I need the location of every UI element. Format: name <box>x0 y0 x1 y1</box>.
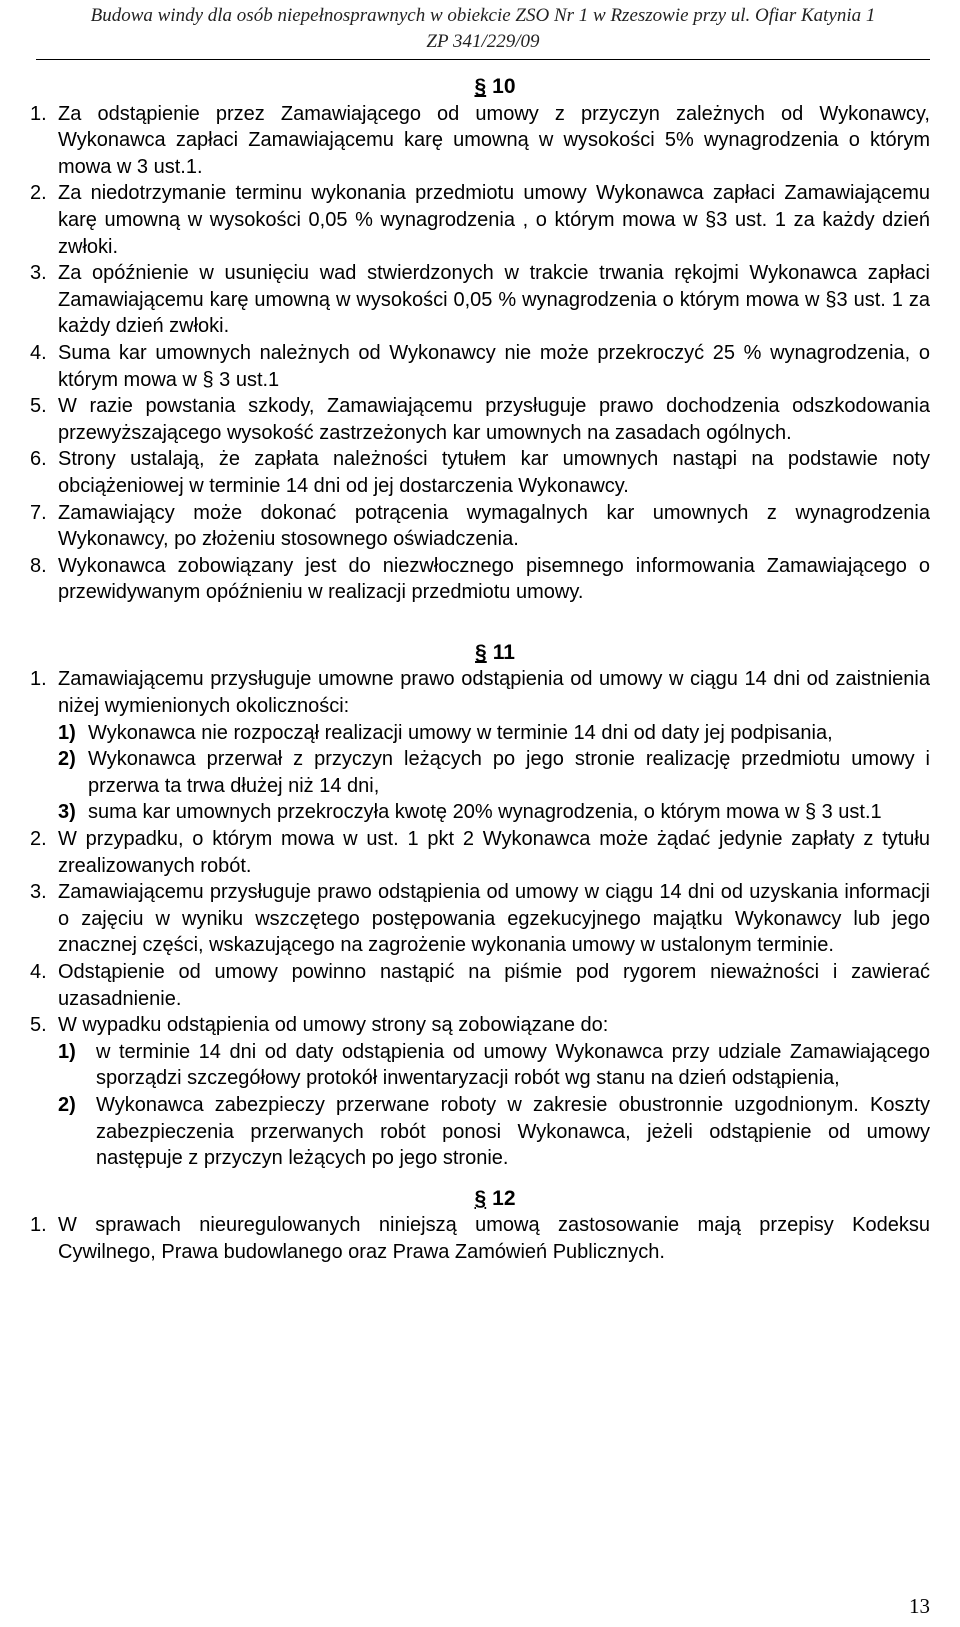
sub-item-number: 1) <box>58 721 76 744</box>
item-number: 6. <box>30 448 47 471</box>
sub-item <box>30 1039 930 1092</box>
item-number: 3. <box>30 881 47 904</box>
item-number: 1. <box>30 668 47 691</box>
sub-item-number: 1) <box>58 1040 76 1063</box>
item-text: Zamawiającemu przysługuje umowne prawo odstąpienia od umowy w ciągu 14 dni od zaistnienia niżej wymienionych okoliczności: <box>58 668 930 718</box>
list-item <box>30 393 930 446</box>
sub-item-text: Wykonawca zabezpieczy przerwane roboty w zakresie obustronnie uzgodnionym. Koszty zabezpieczenia przerwanych robót ponosi Wykonawca, jeżeli odstąpienie od umowy następuje z przyczyn leżących po jego stronie. <box>96 1093 930 1170</box>
header-reference: ZP 341/229/09 <box>426 31 540 52</box>
sub-item-text: Wykonawca przerwał z przyczyn leżących po jego stronie realizację przedmiotu umowy i przerwa ta trwa dłużej niż 14 dni, <box>88 748 930 797</box>
list-item <box>30 1012 930 1039</box>
section-symbol: § <box>474 75 487 98</box>
item-number: 5. <box>30 395 47 418</box>
section-number: 10 <box>492 75 516 98</box>
list-item <box>30 180 930 260</box>
item-text: Zamawiającemu przysługuje prawo odstąpienia od umowy w ciągu 14 dni od uzyskania informacji o zajęciu w wyniku wszczętego postępowania egzekucyjnego majątku Wykonawcy lub jego znacznej części, wskazującego na zagrożenie wykonania umowy w ustalonym terminie. <box>58 881 930 957</box>
item-text: Odstąpienie od umowy powinno nastąpić na piśmie pod rygorem nieważności i zawierać uzasadnienie. <box>58 961 930 1010</box>
list-item <box>30 500 930 553</box>
list-item <box>30 879 930 959</box>
section-heading-11 <box>30 640 930 667</box>
list-item <box>30 826 930 879</box>
sub-item-text: suma kar umownych przekroczyła kwotę 20% wynagrodzenia, o którym mowa w § 3 ust.1 <box>88 801 882 824</box>
item-number: 2. <box>30 182 47 205</box>
section-heading-10 <box>30 74 930 101</box>
list-item <box>30 446 930 499</box>
list-item <box>30 1212 930 1265</box>
item-text: Zamawiający może dokonać potrącenia wymagalnych kar umownych z wynagrodzenia Wykonawcy, po złożeniu stosownego oświadczenia. <box>58 501 930 551</box>
sub-item <box>30 720 930 747</box>
item-text: Strony ustalają, że zapłata należności tytułem kar umownych nastąpi na podstawie noty obciążeniowej w terminie 14 dni od jej dostarczenia Wykonawcy. <box>58 448 930 497</box>
list-item <box>30 101 930 181</box>
sub-item <box>30 799 930 826</box>
item-text: W razie powstania szkody, Zamawiającemu przysługuje prawo dochodzenia odszkodowania przewyższającego wysokość zastrzeżonych kar umownych na zasadach ogólnych. <box>58 395 930 444</box>
item-number: 8. <box>30 554 47 577</box>
document-body <box>0 74 960 1266</box>
header-title: Budowa windy dla osób niepełnosprawnych w obiekcie ZSO Nr 1 w Rzeszowie przy ul. Ofiar Katynia 1 <box>90 5 876 26</box>
item-text: W sprawach nieuregulowanych niniejszą umową zastosowanie mają przepisy Kodeksu Cywilnego, Prawa budowlanego oraz Prawa Zamówień Publicznych. <box>58 1214 930 1263</box>
item-number: 2. <box>30 828 47 851</box>
item-number: 7. <box>30 501 47 524</box>
sub-item-number: 2) <box>58 1093 76 1116</box>
item-number: 1. <box>30 1214 47 1237</box>
section-symbol: § <box>474 1186 487 1210</box>
item-number: 4. <box>30 961 47 983</box>
list-item <box>30 553 930 606</box>
item-text: W przypadku, o którym mowa w ust. 1 pkt 2 Wykonawca może żądać jedynie zapłaty z tytułu zrealizowanych robót. <box>58 828 930 877</box>
item-number: 5. <box>30 1014 47 1037</box>
page-number: 13 <box>909 1594 930 1618</box>
sub-item-text: w terminie 14 dni od daty odstąpienia od umowy Wykonawca przy udziale Zamawiającego sporządzi szczegółowy protokół inwentaryzacji robót wg stanu na dzień odstąpienia, <box>96 1040 930 1090</box>
list-item <box>30 959 930 1012</box>
list-item <box>30 260 930 340</box>
section-number: 12 <box>492 1186 516 1210</box>
sub-item-text: Wykonawca nie rozpoczął realizacji umowy w terminie 14 dni od daty jej podpisania, <box>88 721 833 744</box>
item-text: Za odstąpienie przez Zamawiającego od umowy z przyczyn zależnych od Wykonawcy, Wykonawca zapłaci Zamawiającemu karę umowną w wysokości 5% wynagrodzenia o którym mowa w 3 ust.1. <box>58 102 930 178</box>
item-text: W wypadku odstąpienia od umowy strony są zobowiązane do: <box>58 1014 609 1037</box>
page-header <box>36 0 930 60</box>
sub-item-number: 3) <box>58 801 76 824</box>
item-text: Wykonawca zobowiązany jest do niezwłocznego pisemnego informowania Zamawiającego o przewidywanym opóźnieniu w realizacji przedmiotu umowy. <box>58 554 930 604</box>
section-number: 11 <box>492 640 515 664</box>
item-number: 4. <box>30 341 47 364</box>
item-text: Suma kar umownych należnych od Wykonawcy nie może przekroczyć 25 % wynagrodzenia, o którym mowa w § 3 ust.1 <box>58 341 930 391</box>
item-text: Za niedotrzymanie terminu wykonania przedmiotu umowy Wykonawca zapłaci Zamawiającemu karę umowną w wysokości 0,05 % wynagrodzenia , o którym mowa w §3 ust. 1 za każdy dzień zwłoki. <box>58 182 930 258</box>
item-number: 3. <box>30 262 47 285</box>
section-symbol: § <box>475 640 487 664</box>
item-text: Za opóźnienie w usunięciu wad stwierdzonych w trakcie trwania rękojmi Wykonawca zapłaci Zamawiającemu karę umowną w wysokości 0,05 % wynagrodzenia o którym mowa w §3 ust. 1 za każdy dzień zwłoki. <box>58 262 930 338</box>
list-item <box>30 666 930 719</box>
item-number: 1. <box>30 102 47 125</box>
sub-item-number: 2) <box>58 748 76 771</box>
sub-item <box>30 746 930 799</box>
sub-item <box>30 1092 930 1172</box>
section-heading-12 <box>30 1186 930 1213</box>
list-item <box>30 340 930 393</box>
